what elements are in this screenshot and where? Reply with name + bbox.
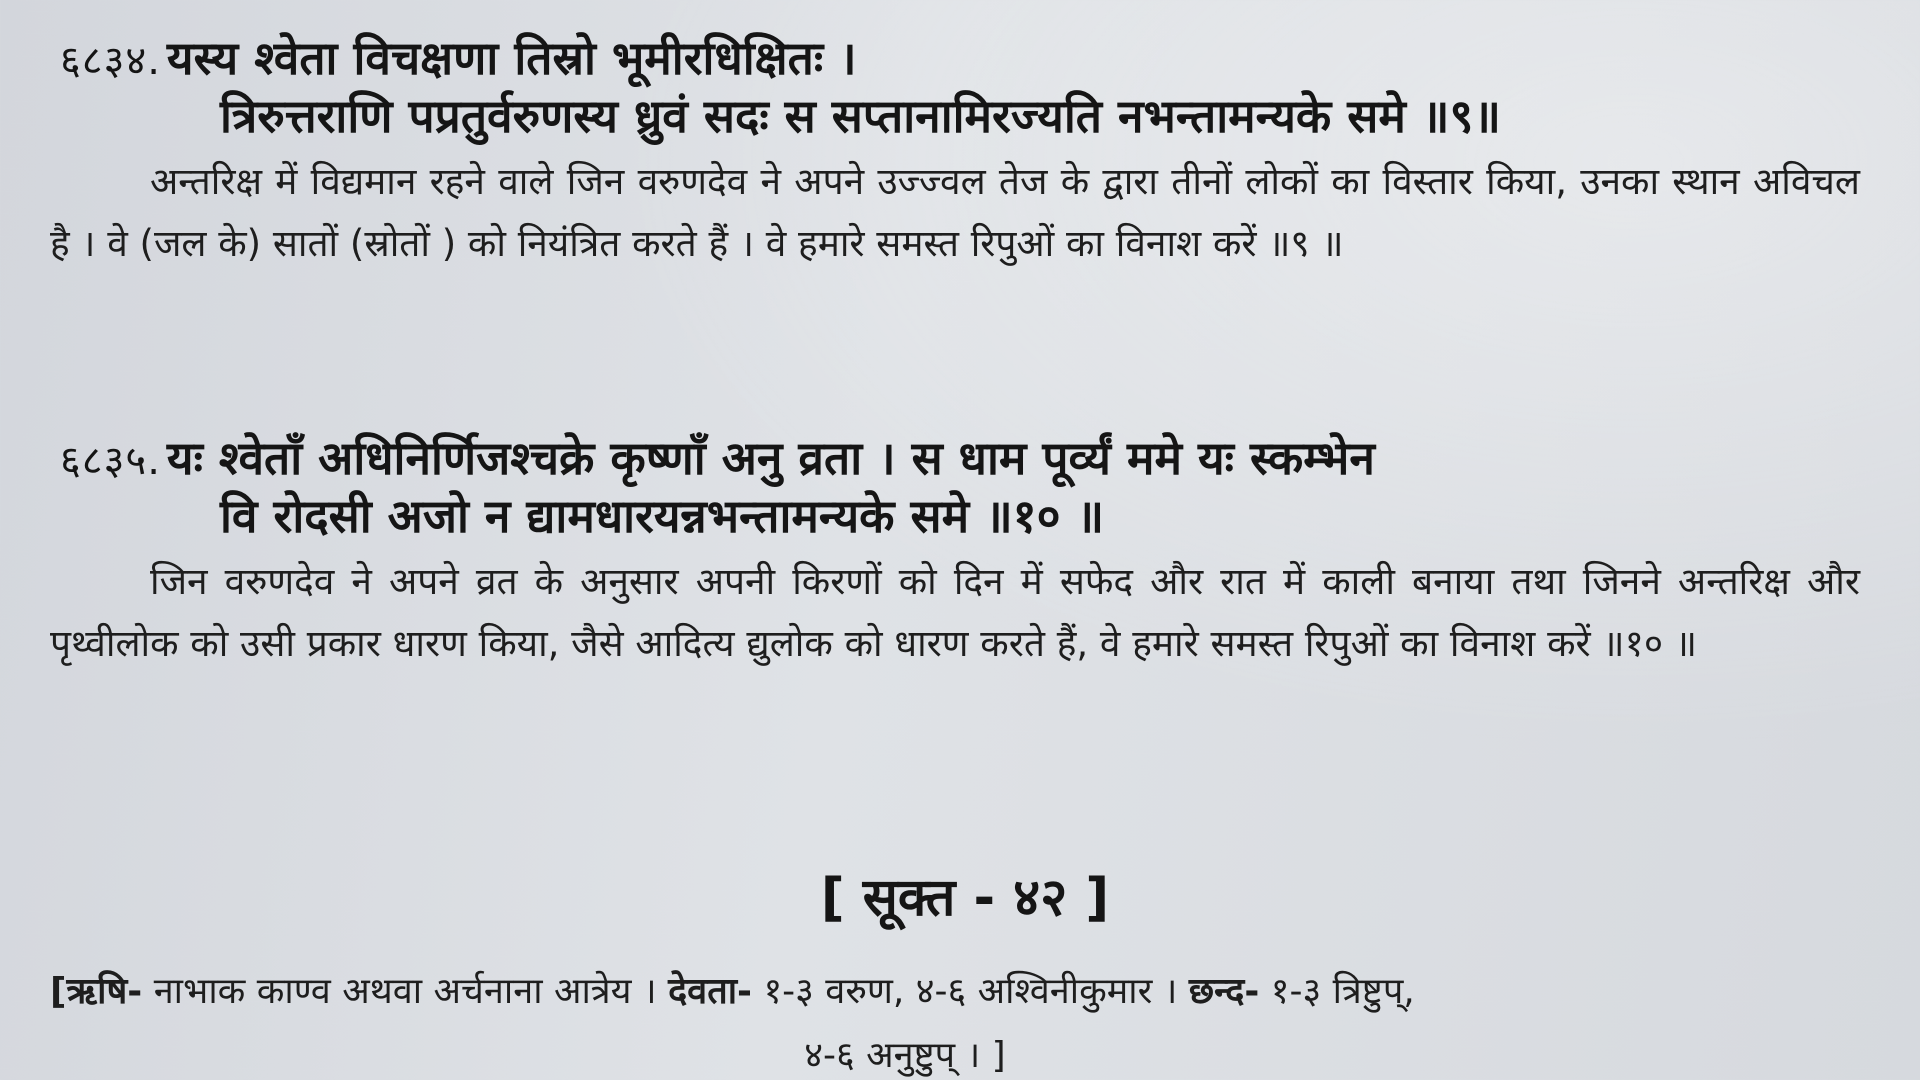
verse-line-2: वि रोदसी अजो न द्यामधारयन्नभन्तामन्यके समे ॥१० ॥ xyxy=(220,488,1105,543)
verse-line-2: त्रिरुत्तराणि पप्रतुर्वरुणस्य ध्रुवं सदः स सप्तानामिरज्यति नभन्तामन्यके समे ॥९॥ xyxy=(220,88,1501,143)
note-line-1 xyxy=(50,960,1880,1024)
verse-line-1 xyxy=(60,30,1880,88)
devata-value: १-३ वरुण, ४-६ अश्विनीकुमार । xyxy=(763,971,1178,1012)
rishi-label: ऋषि- xyxy=(66,971,143,1012)
verse-number: ६८३५. xyxy=(60,438,161,484)
devata-label: देवता- xyxy=(668,971,752,1012)
verse-translation: अन्तरिक्ष में विद्यमान रहने वाले जिन वरुणदेव ने अपने उज्ज्वल तेज के द्वारा तीनों लोकों का विस्तार किया, उनका स्थान अविचल है । वे (जल के) सातों (स्रोतों ) को नियंत्रित करते हैं । वे हमारे समस्त रिपुओं का विनाश करें ॥९ ॥ xyxy=(50,160,1860,265)
open-bracket: [ xyxy=(50,971,67,1012)
rishi-value: नाभाक काण्व अथवा अर्चनाना आत्रेय । xyxy=(153,971,657,1012)
verse-block-6835 xyxy=(50,430,1880,675)
chhand-value: १-३ त्रिष्टुप्, xyxy=(1270,971,1415,1012)
rishi-devata-chhand-note xyxy=(50,960,1880,1080)
verse-line-1 xyxy=(60,430,1880,488)
chhand-label: छन्द- xyxy=(1188,971,1260,1012)
verse-text: यः श्वेताँ अधिनिर्णिजश्चक्रे कृष्णाँ अनु व्रता । स धाम पूर्व्यं ममे यः स्कम्भेन xyxy=(166,431,1375,485)
verse-block-6834 xyxy=(50,30,1880,275)
verse-number: ६८३४. xyxy=(60,38,161,84)
note-line-2: ४-६ अनुष्टुप् । ] xyxy=(804,1035,1006,1076)
verse-text: यस्य श्वेता विचक्षणा तिस्रो भूमीरधिक्षितः । xyxy=(166,31,857,85)
verse-translation: जिन वरुणदेव ने अपने व्रत के अनुसार अपनी किरणों को दिन में सफेद और रात में काली बनाया तथा जिनने अन्तरिक्ष और पृथ्वीलोक को उसी प्रकार धारण किया, जैसे आदित्य द्युलोक को धारण करते हैं, वे हमारे समस्त रिपुओं का विनाश करें ॥१० ॥ xyxy=(50,560,1860,665)
sukta-heading: [ सूक्त - ४२ ] xyxy=(820,868,1110,928)
